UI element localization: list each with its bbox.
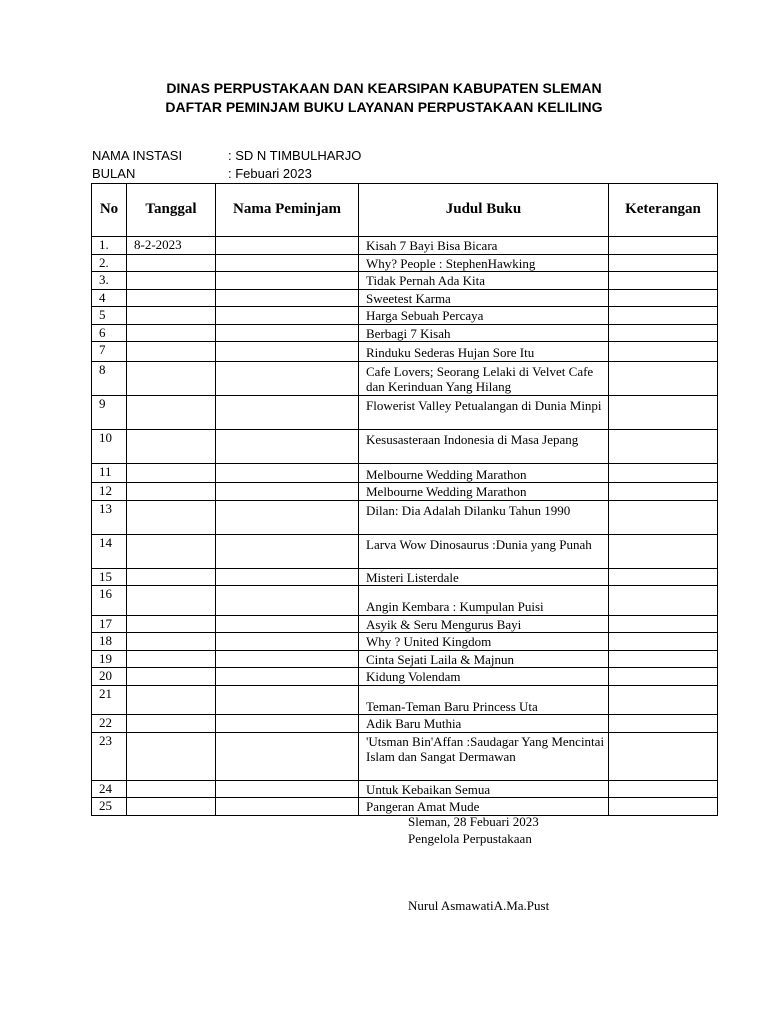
- cell-keterangan: [609, 237, 718, 255]
- cell-judul-buku: Why? People : StephenHawking: [359, 254, 609, 272]
- cell-judul-buku: Kisah 7 Bayi Bisa Bicara: [359, 237, 609, 255]
- cell-keterangan: [609, 650, 718, 668]
- cell-nama-peminjam: [216, 361, 359, 395]
- cell-keterangan: [609, 483, 718, 501]
- cell-tanggal: [127, 463, 216, 483]
- cell-tanggal: [127, 685, 216, 715]
- cell-keterangan: [609, 668, 718, 686]
- cell-nama-peminjam: [216, 715, 359, 733]
- cell-no: 20: [92, 668, 127, 686]
- cell-nama-peminjam: [216, 650, 359, 668]
- cell-judul-buku: Untuk Kebaikan Semua: [359, 780, 609, 798]
- cell-no: 17: [92, 615, 127, 633]
- cell-tanggal: [127, 534, 216, 568]
- table-row: [92, 361, 718, 395]
- cell-tanggal: [127, 307, 216, 325]
- cell-keterangan: [609, 568, 718, 586]
- cell-no: 23: [92, 732, 127, 780]
- table-row: [92, 650, 718, 668]
- cell-no: 10: [92, 429, 127, 463]
- table-row: [92, 534, 718, 568]
- cell-tanggal: [127, 780, 216, 798]
- table-row: [92, 798, 718, 816]
- cell-tanggal: [127, 289, 216, 307]
- table-row: [92, 668, 718, 686]
- cell-nama-peminjam: [216, 289, 359, 307]
- cell-nama-peminjam: [216, 272, 359, 290]
- table-row: [92, 254, 718, 272]
- cell-judul-buku: 'Utsman Bin'Affan :Saudagar Yang Mencintai Islam dan Sangat Dermawan: [359, 732, 609, 780]
- table-row: [92, 732, 718, 780]
- cell-tanggal: [127, 342, 216, 362]
- cell-nama-peminjam: [216, 586, 359, 616]
- cell-keterangan: [609, 780, 718, 798]
- cell-tanggal: [127, 254, 216, 272]
- cell-nama-peminjam: [216, 668, 359, 686]
- cell-nama-peminjam: [216, 254, 359, 272]
- header-nama-peminjam: Nama Peminjam: [216, 184, 359, 237]
- cell-nama-peminjam: [216, 732, 359, 780]
- table-row: [92, 568, 718, 586]
- cell-nama-peminjam: [216, 633, 359, 651]
- table-row: [92, 500, 718, 534]
- cell-no: 25: [92, 798, 127, 816]
- table-body: [92, 237, 718, 816]
- header-judul-buku: Judul Buku: [359, 184, 609, 237]
- cell-judul-buku: Dilan: Dia Adalah Dilanku Tahun 1990: [359, 500, 609, 534]
- table-row: [92, 715, 718, 733]
- cell-judul-buku: Teman-Teman Baru Princess Uta: [359, 685, 609, 715]
- cell-no: 13: [92, 500, 127, 534]
- institution-label: NAMA INSTASI: [92, 148, 183, 163]
- cell-nama-peminjam: [216, 429, 359, 463]
- cell-judul-buku: Angin Kembara : Kumpulan Puisi: [359, 586, 609, 616]
- cell-judul-buku: Kidung Volendam: [359, 668, 609, 686]
- cell-no: 12: [92, 483, 127, 501]
- cell-judul-buku: Cafe Lovers; Seorang Lelaki di Velvet Cafe dan Kerinduan Yang Hilang: [359, 361, 609, 395]
- cell-no: 11: [92, 463, 127, 483]
- table-row: [92, 586, 718, 616]
- cell-keterangan: [609, 500, 718, 534]
- cell-tanggal: [127, 483, 216, 501]
- cell-no: 7: [92, 342, 127, 362]
- cell-no: 21: [92, 685, 127, 715]
- cell-no: 1.: [92, 237, 127, 255]
- cell-no: 24: [92, 780, 127, 798]
- cell-no: 19: [92, 650, 127, 668]
- cell-judul-buku: Melbourne Wedding Marathon: [359, 463, 609, 483]
- table-row: [92, 463, 718, 483]
- cell-judul-buku: Harga Sebuah Percaya: [359, 307, 609, 325]
- cell-keterangan: [609, 272, 718, 290]
- cell-no: 2.: [92, 254, 127, 272]
- table-row: [92, 483, 718, 501]
- cell-keterangan: [609, 685, 718, 715]
- table-row: [92, 615, 718, 633]
- cell-keterangan: [609, 307, 718, 325]
- cell-no: 15: [92, 568, 127, 586]
- cell-tanggal: [127, 732, 216, 780]
- table-row: [92, 685, 718, 715]
- cell-judul-buku: Asyik & Seru Mengurus Bayi: [359, 615, 609, 633]
- cell-tanggal: [127, 715, 216, 733]
- cell-judul-buku: Cinta Sejati Laila & Majnun: [359, 650, 609, 668]
- cell-judul-buku: Adik Baru Muthia: [359, 715, 609, 733]
- table-header-row: [92, 184, 718, 237]
- table-row: [92, 307, 718, 325]
- cell-keterangan: [609, 254, 718, 272]
- cell-no: 3.: [92, 272, 127, 290]
- cell-tanggal: [127, 361, 216, 395]
- cell-keterangan: [609, 429, 718, 463]
- cell-nama-peminjam: [216, 463, 359, 483]
- institution-value: : SD N TIMBULHARJO: [228, 148, 362, 163]
- cell-tanggal: [127, 615, 216, 633]
- cell-no: 5: [92, 307, 127, 325]
- document-subtitle: DAFTAR PEMINJAM BUKU LAYANAN PERPUSTAKAAN KELILING: [165, 99, 603, 115]
- cell-nama-peminjam: [216, 324, 359, 342]
- table-row: [92, 342, 718, 362]
- cell-judul-buku: Kesusasteraan Indonesia di Masa Jepang: [359, 429, 609, 463]
- cell-nama-peminjam: [216, 342, 359, 362]
- cell-tanggal: 8-2-2023: [127, 237, 216, 255]
- cell-judul-buku: Larva Wow Dinosaurus :Dunia yang Punah: [359, 534, 609, 568]
- cell-judul-buku: Why ? United Kingdom: [359, 633, 609, 651]
- cell-tanggal: [127, 568, 216, 586]
- borrower-table: [91, 183, 718, 816]
- cell-nama-peminjam: [216, 568, 359, 586]
- cell-judul-buku: Tidak Pernah Ada Kita: [359, 272, 609, 290]
- cell-nama-peminjam: [216, 780, 359, 798]
- cell-judul-buku: Melbourne Wedding Marathon: [359, 483, 609, 501]
- cell-keterangan: [609, 798, 718, 816]
- table-row: [92, 429, 718, 463]
- cell-keterangan: [609, 342, 718, 362]
- cell-nama-peminjam: [216, 395, 359, 429]
- cell-judul-buku: Misteri Listerdale: [359, 568, 609, 586]
- cell-nama-peminjam: [216, 307, 359, 325]
- cell-no: 16: [92, 586, 127, 616]
- cell-keterangan: [609, 324, 718, 342]
- cell-no: 9: [92, 395, 127, 429]
- cell-tanggal: [127, 500, 216, 534]
- cell-judul-buku: Rinduku Sederas Hujan Sore Itu: [359, 342, 609, 362]
- cell-nama-peminjam: [216, 237, 359, 255]
- cell-no: 18: [92, 633, 127, 651]
- signature-place-date: Sleman, 28 Febuari 2023: [408, 814, 539, 829]
- cell-nama-peminjam: [216, 685, 359, 715]
- cell-tanggal: [127, 395, 216, 429]
- cell-no: 6: [92, 324, 127, 342]
- cell-nama-peminjam: [216, 500, 359, 534]
- cell-tanggal: [127, 324, 216, 342]
- table-row: [92, 272, 718, 290]
- cell-no: 8: [92, 361, 127, 395]
- table-row: [92, 324, 718, 342]
- cell-tanggal: [127, 650, 216, 668]
- document-title: DINAS PERPUSTAKAAN DAN KEARSIPAN KABUPATEN SLEMAN: [166, 80, 602, 96]
- cell-keterangan: [609, 586, 718, 616]
- cell-keterangan: [609, 615, 718, 633]
- cell-nama-peminjam: [216, 798, 359, 816]
- cell-tanggal: [127, 272, 216, 290]
- cell-judul-buku: Berbagi 7 Kisah: [359, 324, 609, 342]
- cell-judul-buku: Pangeran Amat Mude: [359, 798, 609, 816]
- cell-keterangan: [609, 463, 718, 483]
- cell-nama-peminjam: [216, 615, 359, 633]
- month-value: : Febuari 2023: [228, 166, 312, 181]
- cell-nama-peminjam: [216, 483, 359, 501]
- signature-name: Nurul AsmawatiA.Ma.Pust: [408, 898, 550, 913]
- cell-keterangan: [609, 289, 718, 307]
- cell-keterangan: [609, 732, 718, 780]
- table-row: [92, 237, 718, 255]
- institution-line: [92, 148, 361, 163]
- cell-no: 4: [92, 289, 127, 307]
- table-row: [92, 289, 718, 307]
- cell-no: 14: [92, 534, 127, 568]
- table-row: [92, 780, 718, 798]
- cell-keterangan: [609, 395, 718, 429]
- cell-judul-buku: Sweetest Karma: [359, 289, 609, 307]
- cell-tanggal: [127, 633, 216, 651]
- header-keterangan: Keterangan: [609, 184, 718, 237]
- month-label: BULAN: [92, 166, 136, 181]
- cell-judul-buku: Flowerist Valley Petualangan di Dunia Minpi: [359, 395, 609, 429]
- table-row: [92, 633, 718, 651]
- cell-keterangan: [609, 633, 718, 651]
- cell-no: 22: [92, 715, 127, 733]
- signature-role: Pengelola Perpustakaan: [408, 831, 532, 846]
- cell-tanggal: [127, 429, 216, 463]
- cell-tanggal: [127, 586, 216, 616]
- cell-tanggal: [127, 798, 216, 816]
- header-tanggal: Tanggal: [127, 184, 216, 237]
- table-row: [92, 395, 718, 429]
- cell-tanggal: [127, 668, 216, 686]
- cell-nama-peminjam: [216, 534, 359, 568]
- cell-keterangan: [609, 361, 718, 395]
- month-line: [92, 166, 312, 181]
- header-no: No: [92, 184, 127, 237]
- cell-keterangan: [609, 715, 718, 733]
- cell-keterangan: [609, 534, 718, 568]
